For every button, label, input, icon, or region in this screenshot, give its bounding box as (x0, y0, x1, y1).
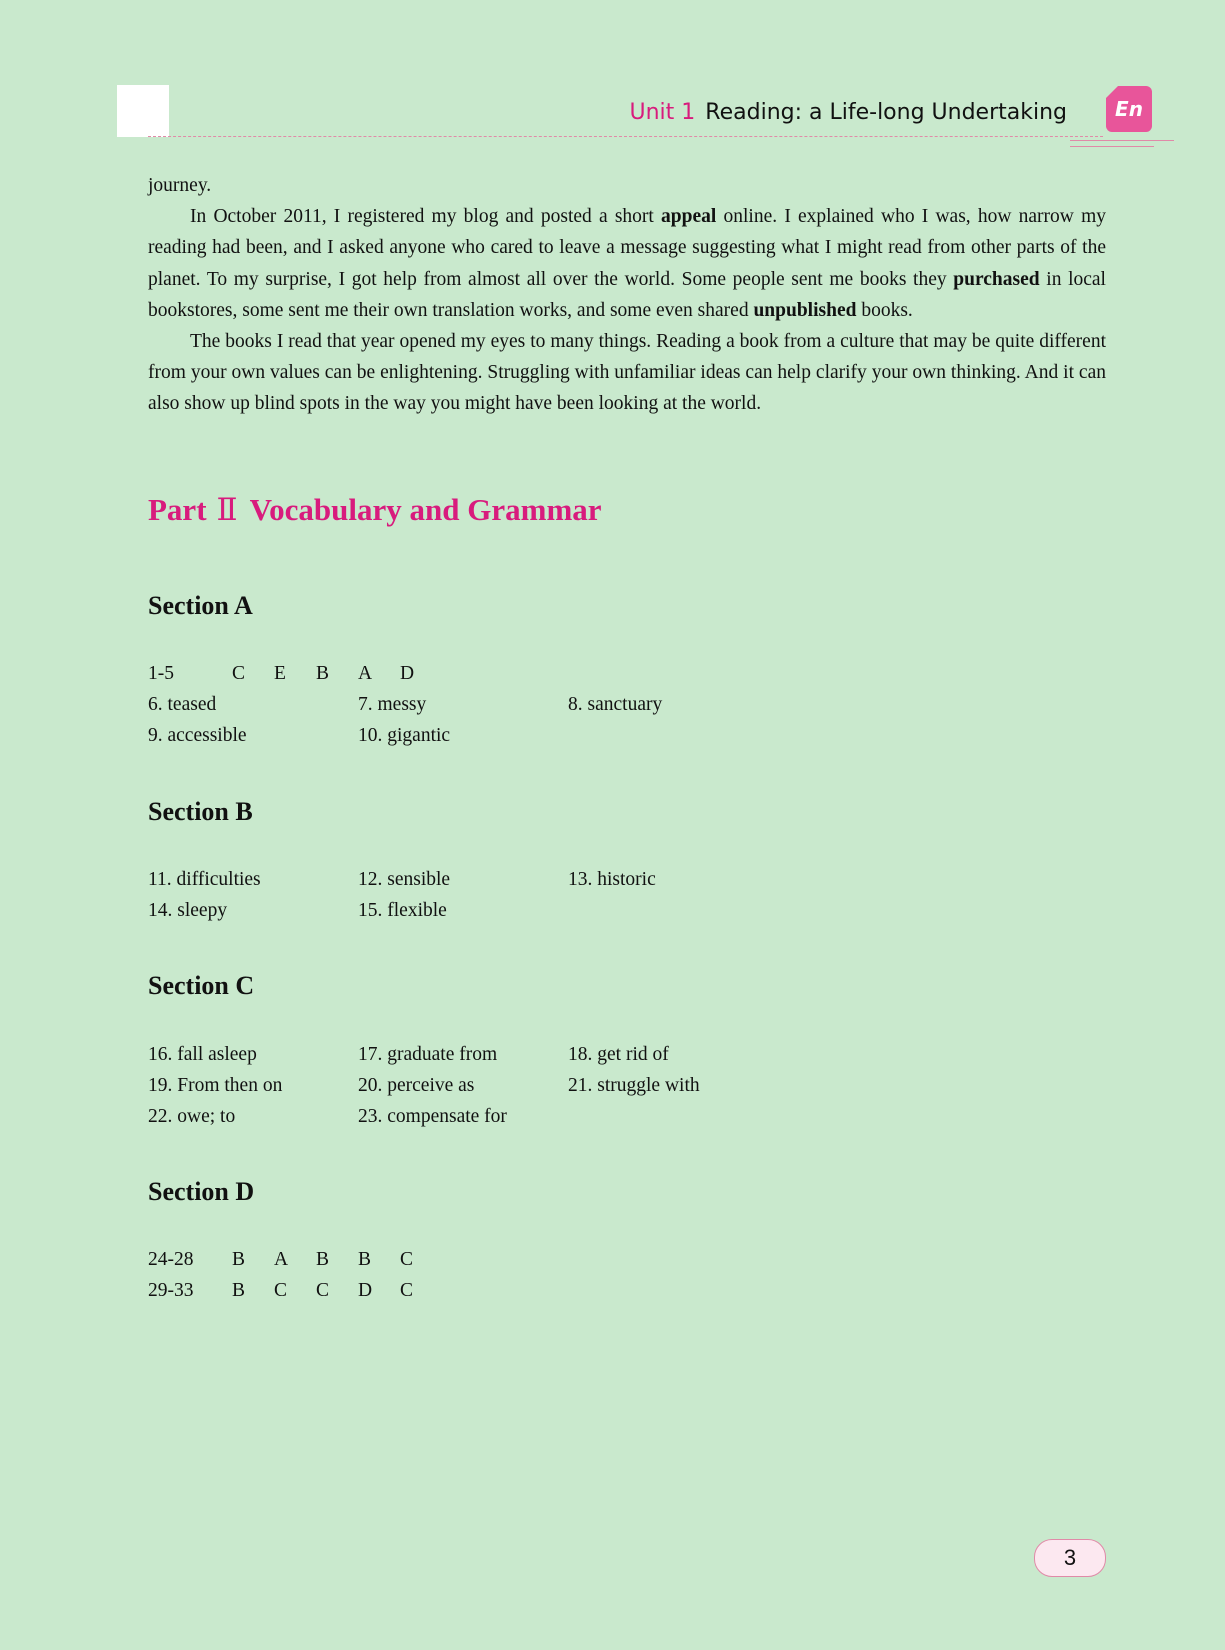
running-header (630, 100, 1067, 125)
answer-item: 6. teased (148, 694, 217, 715)
answer-letter: B (232, 1280, 246, 1301)
page-number: 3 (1034, 1539, 1106, 1577)
header-rule-short (1070, 146, 1154, 147)
answer-letter: C (274, 1280, 288, 1301)
answer-item: 9. accessible (148, 725, 247, 746)
answer-letter: A (358, 663, 373, 684)
part-label: Part (148, 492, 207, 527)
answer-letter: C (232, 663, 246, 684)
answer-item: 14. sleepy (148, 900, 228, 921)
answer-letter: A (274, 1249, 289, 1270)
vocab-word: appeal (661, 206, 717, 228)
answer-letter: B (232, 1249, 246, 1270)
header-divider (148, 136, 1103, 137)
answer-item: 20. perceive as (358, 1075, 475, 1096)
part-heading (148, 492, 602, 528)
answer-item: 7. messy (358, 694, 427, 715)
section-d-title: Section D (148, 1177, 255, 1206)
answer-item: 16. fall asleep (148, 1044, 257, 1065)
section-a-title: Section A (148, 591, 253, 620)
part-title: Vocabulary and Grammar (249, 492, 602, 527)
corner-block (117, 85, 169, 137)
paragraph-0: journey. (148, 175, 212, 196)
section-c-title: Section C (148, 971, 255, 1000)
language-badge (1106, 86, 1152, 132)
answer-letters (232, 663, 442, 685)
text-run: online. I explained who I was, how narrow my reading had been, and I asked anyone who cared to leave a message suggesting what I might read from other parts of the planet. To my surprise, I got help from almost all over the world. Some people sent me books they (148, 206, 1106, 290)
answer-item: 15. flexible (358, 900, 447, 921)
text-run: In October 2011, I registered my blog and posted a short (190, 206, 662, 228)
answer-letter: C (400, 1249, 414, 1270)
vocab-word: unpublished (753, 299, 857, 321)
vocab-word: purchased (953, 268, 1040, 290)
answer-item: 19. From then on (148, 1075, 283, 1096)
answer-letter: B (358, 1249, 372, 1270)
answer-range: 24-28 (148, 1249, 194, 1270)
answer-item: 11. difficulties (148, 869, 261, 890)
section-b-title: Section B (148, 797, 253, 826)
answer-item: 17. graduate from (358, 1044, 498, 1065)
answer-item: 12. sensible (358, 869, 451, 890)
header-rule (1070, 140, 1174, 141)
answer-letter: B (316, 663, 330, 684)
answer-item: 18. get rid of (568, 1044, 669, 1065)
reading-passage (148, 170, 1106, 420)
answer-letter: B (316, 1249, 330, 1270)
unit-label: Unit 1 (629, 100, 696, 125)
answer-item: 13. historic (568, 869, 656, 890)
answer-letter: D (400, 663, 415, 684)
unit-title: Reading: a Life-long Undertaking (705, 100, 1067, 125)
answer-range: 29-33 (148, 1280, 194, 1301)
answer-letters (232, 1280, 442, 1302)
answer-item: 23. compensate for (358, 1106, 507, 1127)
answer-item: 10. gigantic (358, 725, 451, 746)
answer-letter: E (274, 663, 286, 684)
answer-item: 8. sanctuary (568, 694, 663, 715)
answer-letter: C (316, 1280, 330, 1301)
part-number: Ⅱ (216, 492, 238, 527)
answer-letter: D (358, 1280, 373, 1301)
text-run: in local bookstores, some sent me their own translation works, and some even shared (148, 268, 1106, 321)
text-run: books. (856, 299, 913, 321)
answer-letter: C (400, 1280, 414, 1301)
answer-range: 1-5 (148, 663, 174, 684)
answer-item: 21. struggle with (568, 1075, 700, 1096)
answer-letters (232, 1249, 442, 1271)
paragraph-2: The books I read that year opened my eyes to many things. Reading a book from a culture that may be quite different from your own values can be enlightening. Struggling with unfamiliar ideas can help clarify your own thinking. And it can also show up blind spots in the way you might have been looking at the world. (148, 331, 1106, 415)
answer-item: 22. owe; to (148, 1106, 236, 1127)
paragraph-1 (148, 201, 1106, 326)
badge-text: En (1115, 97, 1143, 121)
